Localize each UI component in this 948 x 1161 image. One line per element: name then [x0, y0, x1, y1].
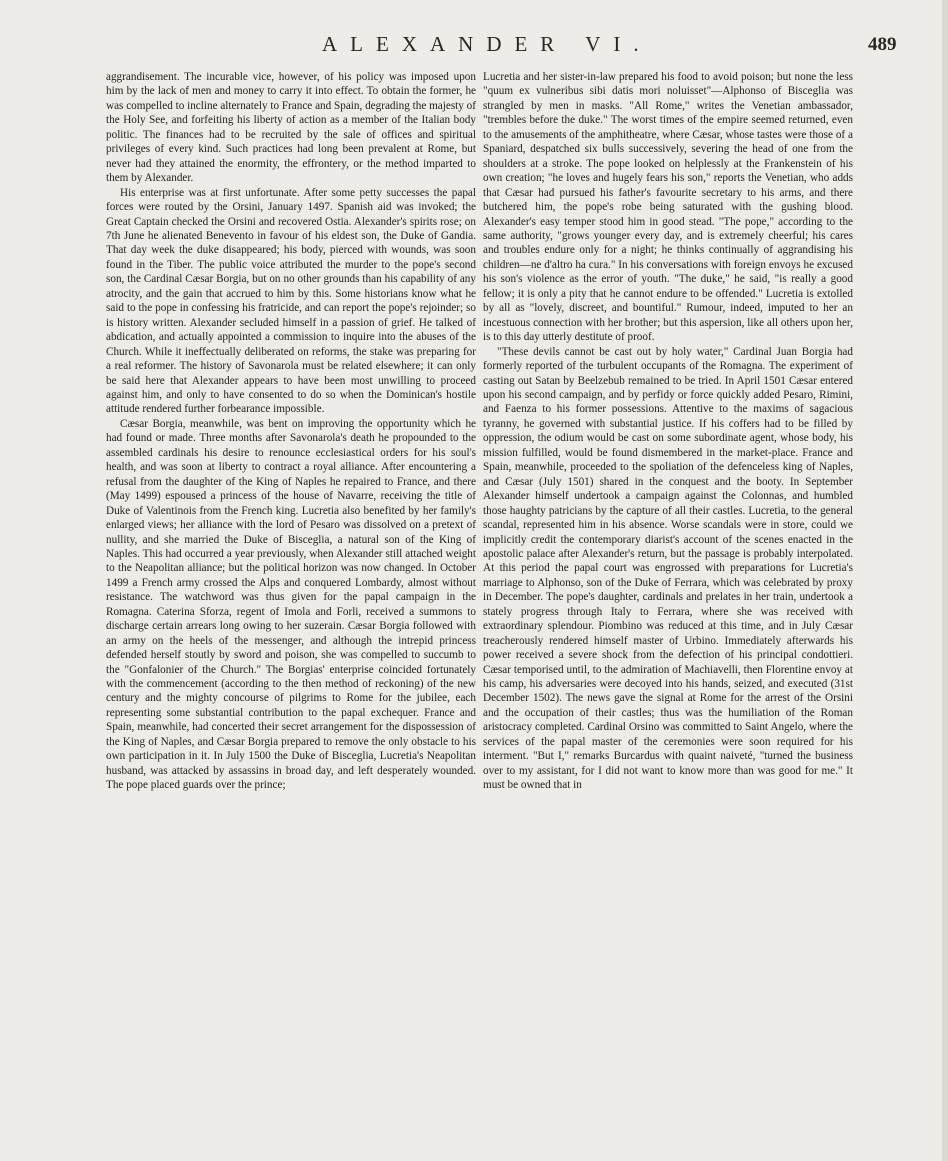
page-number: 489	[868, 34, 897, 55]
paragraph: Cæsar Borgia, meanwhile, was bent on improving the opportunity which he had found or made. Three months after Savonarola's death he propounded to the assembled cardinals his desire to renounce ecclesiastical orders for his soul's health, and was soon at liberty to contract a royal alliance. After encountering a refusal from the daughter of the King of Naples he repaired to France, and there (May 1499) espoused a princess of the house of Navarre, receiving the title of Duke of Valentinois from the French king. Lucretia also benefited by her family's enlarged views; her alliance with the lord of Pesaro was dissolved on a pretext of nullity, and she married the Duke of Bisceglia, a natural son of the King of Naples. This had occurred a year previously, when Alexander still attached weight to the Neapolitan alliance; but the political horizon was now changed. In October 1499 a French army crossed the Alps and conquered Lombardy, almost without resistance. The watchword was thus given for the papal campaign in the Romagna. Caterina Sforza, regent of Imola and Forli, received a summons to discharge certain arrears long owing to her suzerain. Cæsar Borgia followed with an army on the heels of the messenger, and although the intrepid princess defended herself stoutly by sword and poison, she was compelled to succumb to the "Gonfalonier of the Church." The Borgias' enterprise coincided fortunately with the commencement (according to the then method of reckoning) of the new century and the mighty concourse of pilgrims to Rome for the jubilee, each representing some substantial contribution to the papal exchequer. France and Spain, meanwhile, had concerted their secret arrangement for the dispossession of the King of Naples, and Cæsar Borgia prepared to remove the only obstacle to his own participation in it. In July 1500 the Duke of Bisceglia, Lucretia's Neapolitan husband, was attacked by assassins in broad day, and left desperately wounded. The pope placed guards over the prince;	[106, 417, 476, 792]
paragraph: His enterprise was at first unfortunate. After some petty successes the papal forces were routed by the Orsini, January 1497. Spanish aid was invoked; the Great Captain checked the Orsini and recovered Ostia. Alexander's spirits rose; on 7th June he alienated Benevento in favour of his eldest son, the Duke of Gandia. That day week the duke disappeared; his body, pierced with wounds, was soon found in the Tiber. The public voice attributed the murder to the pope's second son, the Cardinal Cæsar Borgia, but on no other grounds than his capability of any atrocity, and the gain that accrued to him by this. Some historians know what he said to the pope in confessing his fratricide, and can report the pope's rejoinder; so is history written. Alexander secluded himself in a passion of grief. He talked of abdication, and actually appointed a commission to inquire into the abuses of the Church. While it ineffectually deliberated on reforms, the stake was preparing for a real reformer. The history of Savonarola must be related elsewhere; it can only be said here that Alexander appears to have been most unwilling to proceed against him, and only to have consented to do so when the Dominican's hostile attitude rendered further forbearance impossible.	[106, 186, 476, 416]
paragraph: aggrandisement. The incurable vice, however, of his policy was imposed upon him by the lack of men and money to carry it into effect. To obtain the former, he was compelled to incline alternately to France and Spain, degrading the majesty of the Holy See, and forfeiting his liberty of action as a member of the Italian body politic. The finances had to be recruited by the sale of offices and spiritual privileges of every kind. Such practices had long been prevalent at Rome, but never had they attained the enormity, the effrontery, or the method imparted to them by Alexander.	[106, 71, 477, 185]
left-column	[106, 70, 476, 793]
paragraph: Lucretia and her sister-in-law prepared his food to avoid poison; but none the less "quum ex vulneribus sibi datis mori noluisset"—Alphonso of Bisceglia was strangled by men in masks. "All Rome," writes the Venetian ambassador, "trembles before the duke." The worst times of the empire seemed returned, even to the amusements of the amphitheatre, where Cæsar, whose tastes were those of a Spaniard, despatched six bulls successively, severing the head of one from the shoulders at a stroke. The pope looked on helplessly at the Frankenstein of his own creation; "he loves and hugely fears his son," reports the Venetian, who adds that Cæsar had pursued his father's favourite secretary to his arms, and there butchered him, the pope's robe being saturated with the gushing blood. Alexander's easy temper stood him in good stead. "The pope," according to the same authority, "grows younger every day, and is extremely cheerful; his cares and troubles endure only for a night; he thinks continually of aggrandising his children—ne d'altro ha cura." In his conversations with foreign envoys he excused his son's violence as the error of youth. "The duke," he said, "is really a good fellow; it is only a pity that he cannot endure to be offended." Lucretia is extolled by all as "lovely, discreet, and bountiful." Rumour, indeed, imputed to her an incestuous connection with her brother; but this aspersion, like all others upon her, is to this day utterly destitute of proof.	[483, 71, 853, 344]
paragraph: "These devils cannot be cast out by holy water," Cardinal Juan Borgia had formerly reported of the turbulent occupants of the Romagna. The experiment of casting out Satan by Beelzebub remained to be tried. In April 1501 Cæsar entered upon his second campaign, and by perfidy or force quickly added Pesaro, Rimini, and Faenza to his former possessions. Attentive to the maxims of sagacious tyranny, he governed with substantial justice. If his coffers had to be filled by oppression, the odium would be cast on some subordinate agent, whose body, his mission fulfilled, would be found dismembered in the market-place. France and Spain, meanwhile, proceeded to the spoliation of the defenceless king of Naples, and Cæsar (July 1501) shared in the conquest and the booty. In September Alexander himself undertook a campaign against the Colonnas, and humbled those haughty patricians by the capture of all their castles. Lucretia, to the general scandal, represented him in his absence. Worse scandals were in store, could we implicitly credit the contemporary diarist's account of the scenes enacted in the apostolic palace after Alexander's return, but the passage is probably interpolated. At this period the papal court was engrossed with preparations for Lucretia's marriage to Alphonso, son of the Duke of Ferrara, which was celebrated by proxy in December. The pope's daughter, cardinals and prelates in her train, undertook a stately progress through Italy to Ferrara, where she was received with extraordinary splendour. Piombino was reduced at this time, and in July Cæsar treacherously rendered himself master of Urbino. Immediately afterwards his power received a severe shock from the defection of his principal condottieri. Cæsar temporised until, to the admiration of Machiavelli, then Florentine envoy at his camp, his adversaries were decoyed into his hands, seized, and executed (31st December 1502). The news gave the signal at Rome for the arrest of the Orsini and the occupation of their castles; thus was the humiliation of the Roman aristocracy completed. Cardinal Orsino was committed to Saint Angelo, where the services of the papal master of the ceremonies were soon required for his interment. "But I," remarks Burcardus with quaint naiveté, "turned the business over to my assistant, for I did not want to know more than was good for me." It must be owned that in	[483, 345, 853, 792]
running-title: ALEXANDER VI.	[322, 32, 652, 56]
right-column	[483, 70, 853, 793]
running-head	[0, 30, 948, 66]
page-edge	[942, 0, 948, 1161]
